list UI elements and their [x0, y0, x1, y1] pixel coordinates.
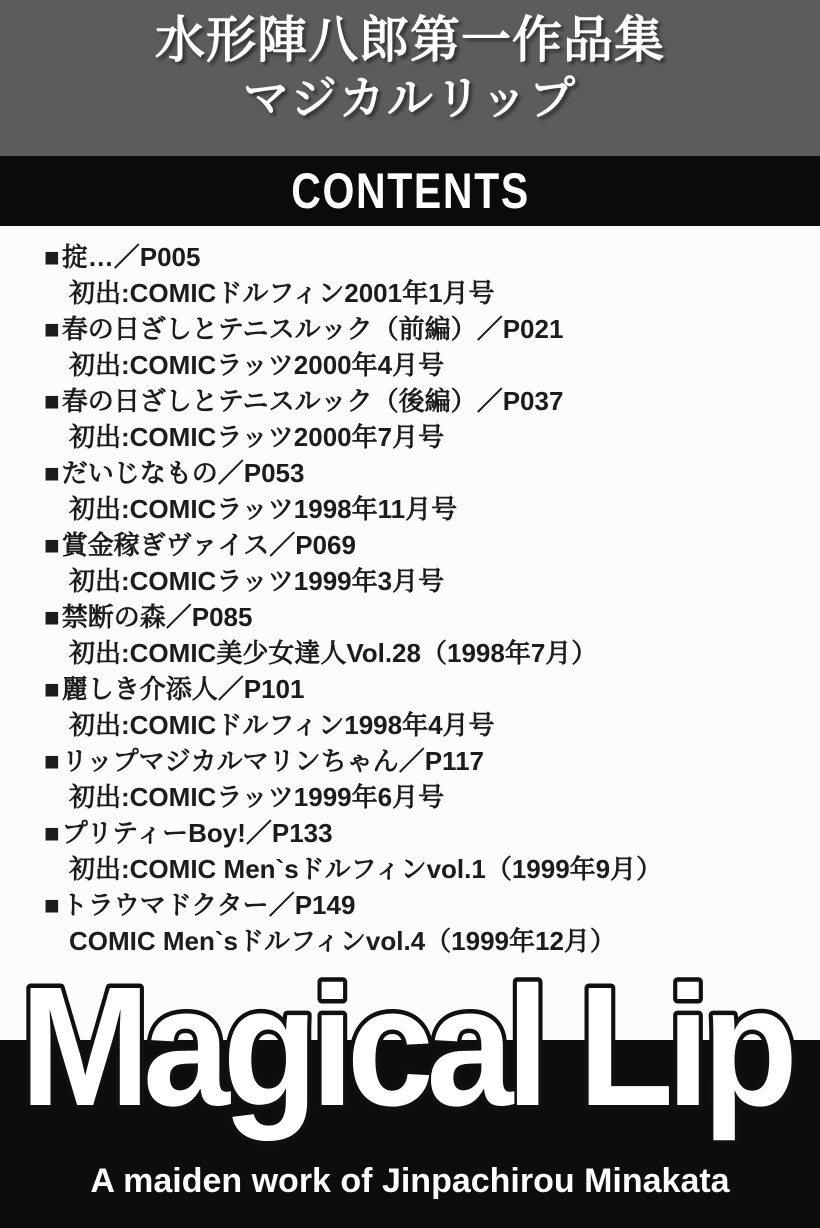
entry-source-line: COMIC Men`sドルフィンvol.4（1999年12月）: [69, 926, 616, 956]
square-bullet-icon: ■: [44, 602, 60, 632]
toc-entry: [44, 527, 804, 599]
entry-title: リップマジカルマリンちゃん: [61, 746, 399, 776]
entry-title-line: [44, 599, 804, 635]
toc-entry: [44, 815, 804, 887]
entry-title-line: [44, 815, 804, 851]
magical-lip-logo: [20, 942, 820, 1152]
entry-title: 春の日ざしとテニスルック（前編）: [61, 314, 477, 344]
entry-title-line: [44, 527, 804, 563]
footer-tagline: A maiden work of Jinpachirou Minakata: [90, 1162, 730, 1200]
entry-title-line: [44, 311, 804, 347]
entry-separator: ／: [398, 746, 425, 776]
square-bullet-icon: ■: [44, 530, 60, 560]
entry-separator: ／: [113, 242, 140, 272]
entry-separator: ／: [476, 386, 503, 416]
entry-source-line: 初出:COMICドルフィン2001年1月号: [69, 278, 495, 308]
entry-page: P021: [502, 314, 564, 344]
entry-title: プリティーBoy!: [61, 818, 246, 848]
entry-separator: ／: [217, 458, 244, 488]
entry-source-line: 初出:COMICドルフィン1998年4月号: [69, 710, 495, 740]
square-bullet-icon: ■: [44, 890, 60, 920]
toc-entry: [44, 743, 804, 815]
toc-entry: [44, 311, 804, 383]
entry-title-line: [44, 383, 804, 419]
entry-title-line: [44, 743, 804, 779]
entry-source-line: 初出:COMIC美少女達人Vol.28（1998年7月）: [69, 638, 598, 668]
entry-separator: ／: [217, 674, 244, 704]
entry-source-line: 初出:COMICラッツ1999年6月号: [69, 782, 445, 812]
entry-title-line: [44, 455, 804, 491]
entry-page: P101: [243, 674, 305, 704]
entry-source-line: 初出:COMICラッツ2000年4月号: [69, 350, 445, 380]
header-band: [0, 0, 820, 156]
entry-title-line: [44, 671, 804, 707]
entry-source-line: 初出:COMICラッツ2000年7月号: [69, 422, 445, 452]
entry-title: 麗しき介添人: [61, 674, 218, 704]
contents-band: [0, 156, 820, 226]
square-bullet-icon: ■: [44, 674, 60, 704]
toc-entry: [44, 239, 804, 311]
entry-source-line: 初出:COMICラッツ1998年11月号: [69, 494, 458, 524]
entry-source-line: 初出:COMIC Men`sドルフィンvol.1（1999年9月）: [69, 854, 663, 884]
entry-title: トラウマドクター: [61, 890, 269, 920]
entry-title: 賞金稼ぎヴァイス: [61, 530, 270, 560]
entry-page: P037: [502, 386, 564, 416]
square-bullet-icon: ■: [44, 386, 60, 416]
entry-title: 禁断の森: [61, 602, 166, 632]
entry-separator: ／: [268, 890, 295, 920]
entry-page: P005: [139, 242, 201, 272]
entry-separator: ／: [245, 818, 272, 848]
entry-title: 掟…: [61, 242, 114, 272]
entry-page: P117: [424, 746, 484, 776]
square-bullet-icon: ■: [44, 242, 60, 272]
contents-list: [44, 239, 804, 959]
entry-separator: ／: [476, 314, 503, 344]
square-bullet-icon: ■: [44, 746, 60, 776]
entry-source-line: 初出:COMICラッツ1999年3月号: [69, 566, 445, 596]
entry-page: P085: [191, 602, 253, 632]
toc-entry: [44, 455, 804, 527]
entry-page: P069: [295, 530, 356, 560]
entry-page: P149: [294, 890, 356, 920]
square-bullet-icon: ■: [44, 818, 60, 848]
entry-page: P053: [243, 458, 305, 488]
toc-entry: [44, 599, 804, 671]
entry-page: P133: [271, 818, 333, 848]
entry-separator: ／: [165, 602, 192, 632]
series-title: 水形陣八郎第一作品集: [155, 12, 665, 68]
square-bullet-icon: ■: [44, 458, 60, 488]
entry-separator: ／: [269, 530, 296, 560]
toc-entry: [44, 383, 804, 455]
contents-heading: CONTENTS: [290, 163, 530, 219]
logo-text: Magical Lip: [20, 950, 791, 1142]
toc-entry: [44, 671, 804, 743]
entry-title: 春の日ざしとテニスルック（後編）: [61, 386, 477, 416]
entry-title: だいじなもの: [61, 458, 218, 488]
entry-title-line: [44, 887, 804, 923]
entry-title-line: [44, 239, 804, 275]
work-title: マジカルリップ: [242, 72, 578, 124]
square-bullet-icon: ■: [44, 314, 60, 344]
